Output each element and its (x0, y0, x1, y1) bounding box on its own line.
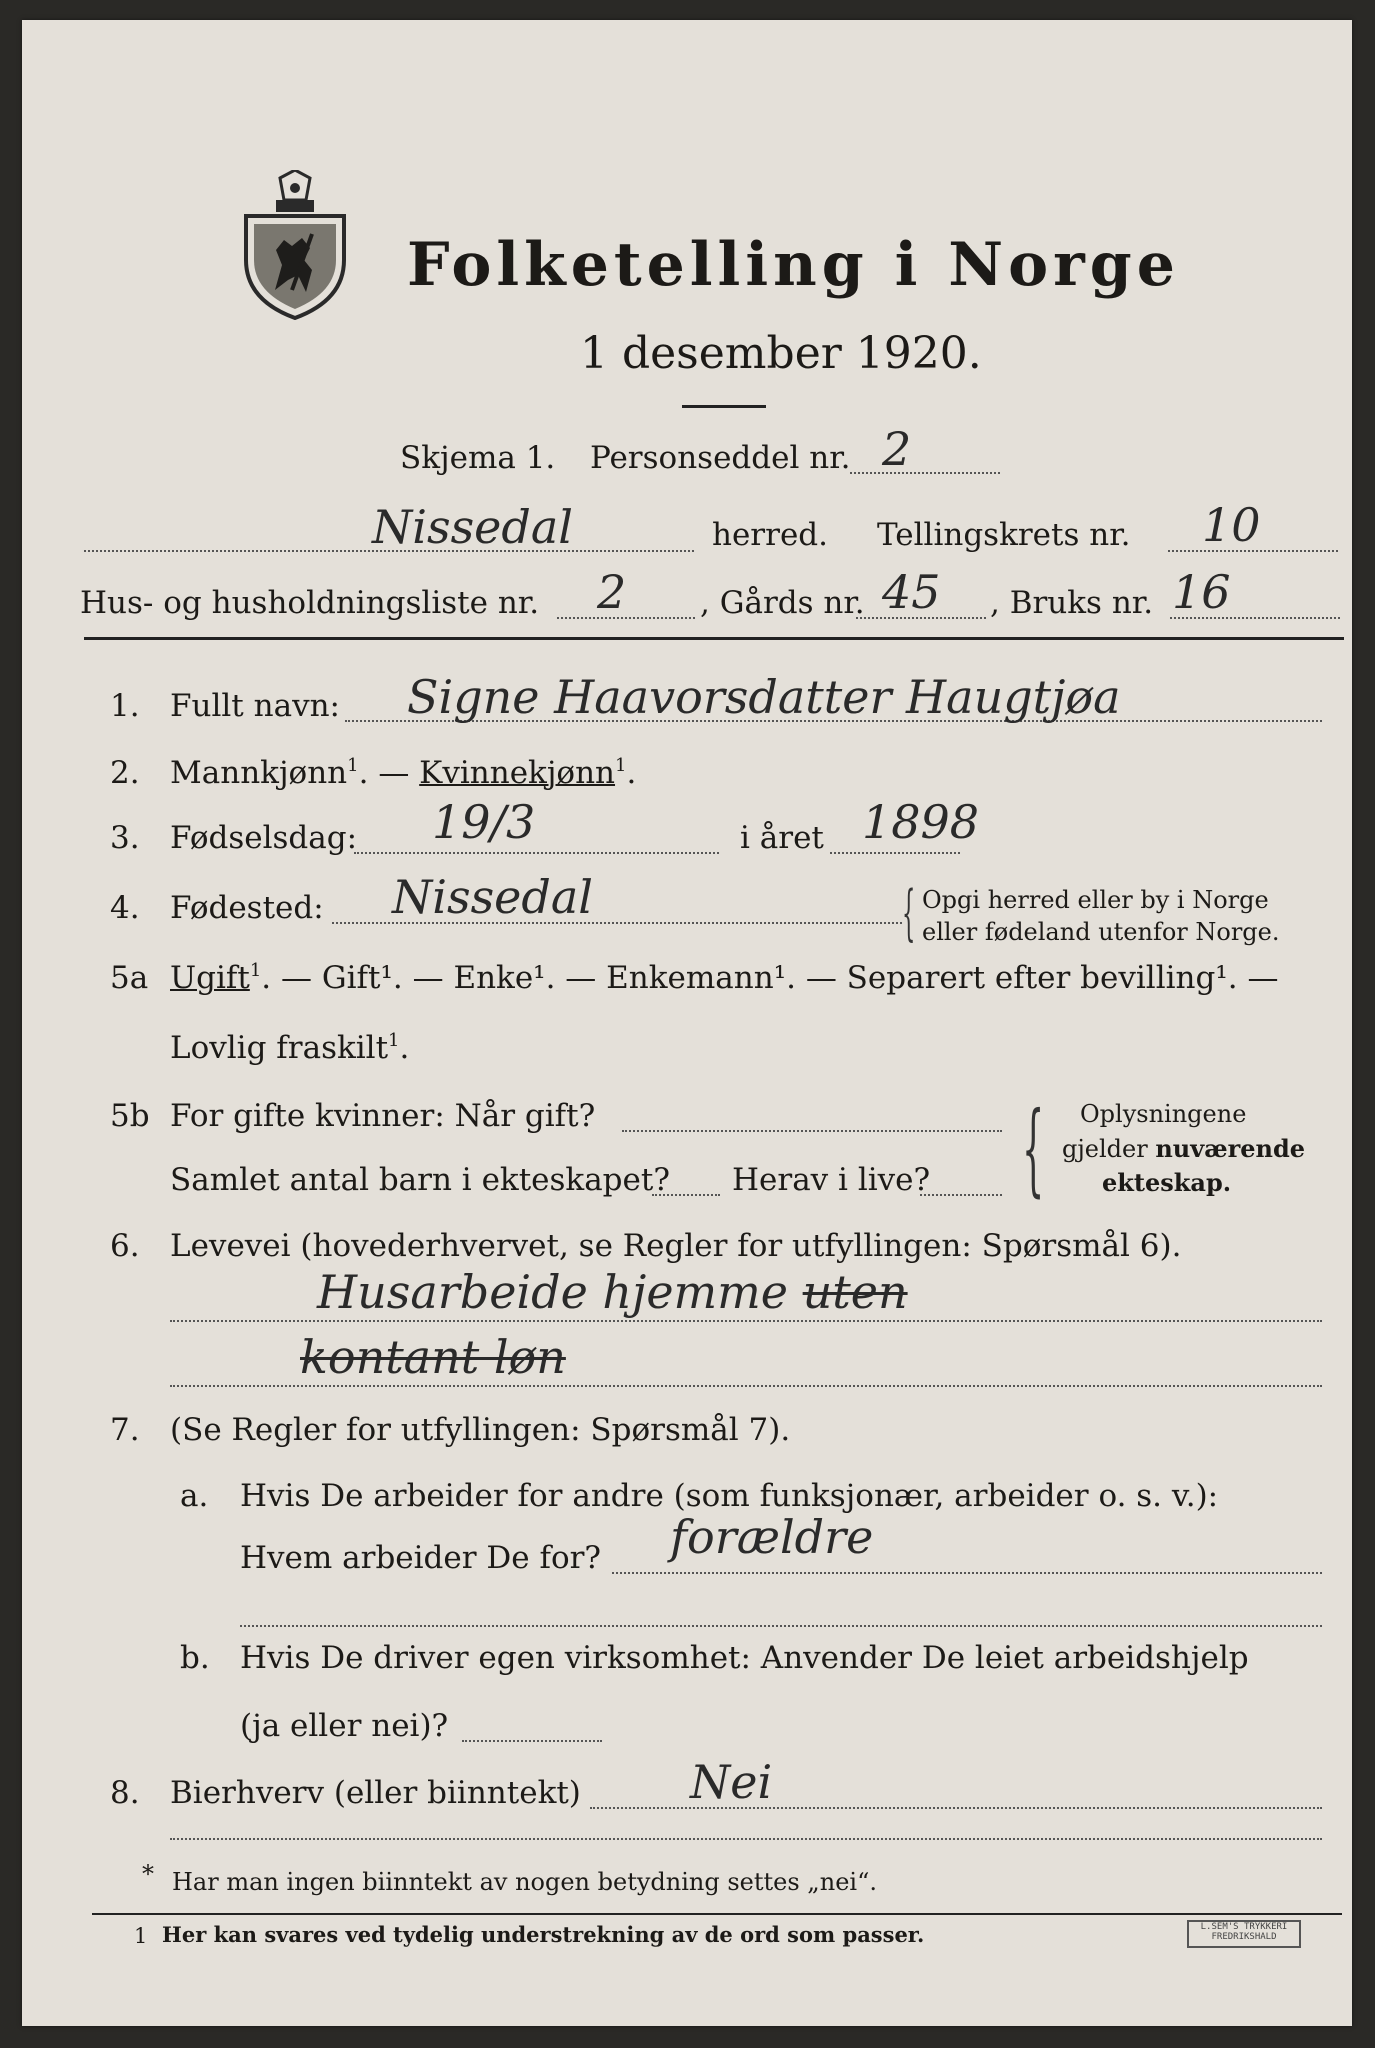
occupation-struck-line: kontant løn (300, 1330, 566, 1384)
footnote-star-mark: * (142, 1860, 154, 1888)
q5b-line2a: Samlet antal barn i ekteskapet? (170, 1162, 670, 1198)
birth-year-value: 1898 (862, 795, 980, 849)
q3-number: 3. (110, 820, 140, 856)
year-label: i året (740, 820, 824, 856)
hus-value: 2 (597, 565, 627, 619)
q6-label: Levevei (hovederhvervet, se Regler for utfyllingen: Spørsmål 6). (170, 1228, 1182, 1264)
q5a-number: 5a (110, 960, 149, 996)
q7b-line2: (ja eller nei)? (240, 1708, 449, 1744)
birthday-value: 19/3 (432, 795, 536, 849)
q7a-line1: Hvis De arbeider for andre (som funksjonær, arbeider o. s. v.): (240, 1478, 1219, 1514)
q5b-note-3: ekteskap. (1102, 1168, 1232, 1197)
q1-label: Fullt navn: (170, 688, 340, 724)
footnote-star: Har man ingen biinntekt av nogen betydning settes „nei“. (172, 1868, 877, 1896)
female-underlined: Kvinnekjønn (419, 755, 616, 791)
hus-label: Hus- og husholdningsliste nr. (80, 585, 540, 621)
q5b-line1: For gifte kvinner: Når gift? (170, 1098, 596, 1134)
q5b-line2b: Herav i live? (732, 1162, 931, 1198)
q5b-note-1: Oplysningene (1080, 1100, 1247, 1128)
herred-label: herred. (712, 517, 828, 553)
q2-sex: Mannkjønn$^1$. — Kvinnekjønn$^1$. (170, 755, 637, 791)
census-date: 1 desember 1920. (580, 328, 982, 379)
tellingskrets-value: 10 (1202, 498, 1261, 552)
side-income-value: Nei (690, 1755, 773, 1809)
q6-number: 6. (110, 1228, 140, 1264)
q7a-line2: Hvem arbeider De for? (240, 1540, 602, 1576)
form-title: Folketelling i Norge (407, 230, 1180, 300)
census-form: Folketelling i Norge 1 desember 1920. Skjema 1. Personseddel nr. 2 Nissedal herred. Tellingskrets nr. 10 Hus- og husholdningsliste nr. 2 , Gårds nr. 45 , Bruks nr. 16 1. Fullt navn: Signe Haavorsdatter Haugtjøa 2. Mannkjønn$^1$. — Kvinnekjønn$^1$. 3. Fødselsdag: 19/3 i året 1898 4. Fødested: Nissedal { Opgi herred eller by i Norge eller fødeland utenfor Norge. 5a Ugift$^1$. — Gift¹. — Enke¹. — Enkemann¹. — Separert efter bevilling¹. — Lovlig fraskilt$^1$. 5b For gifte kvinner: Når gift? Samlet antal barn i ekteskapet? Herav i live? { Oplysningene gjelder nuværende ekteskap. 6. Levevei (hovederhvervet, se Regler for utfyllingen: Spørsmål 6). Husarbeide hjemme uten kontant løn 7. (Se Regler for utfyllingen: Spørsmål 7). a. Hvis De arbeider for andre (som funksjonær, arbeider o. s. v.): Hvem arbeider De for? forældre b. Hvis De driver egen virksomhet: Anvender De leiet arbeidshjelp (ja eller nei)? 8. Bierhverv (eller biinntekt) Nei * Har man ingen biinntekt av nogen betydning settes „nei“. 1 Her kan svares ved tydelig understrekning av de ord som passer. L.SEM'S TRYKKERI FREDRIKSHALD (22, 20, 1352, 2026)
title-divider (682, 405, 766, 408)
header-rule (84, 637, 1344, 640)
footnote-1: Her kan svares ved tydelig understrekning av de ord som passer. (162, 1922, 925, 1947)
gards-label: , Gårds nr. (700, 585, 865, 621)
footnote-1-number: 1 (134, 1924, 148, 1948)
skjema-label: Skjema 1. (400, 440, 556, 476)
q5a-status: Ugift$^1$. — Gift¹. — Enke¹. — Enkemann¹. — Separert efter bevilling¹. — (170, 960, 1279, 996)
q5a-line2: Lovlig fraskilt$^1$. (170, 1030, 410, 1066)
q3-label: Fødselsdag: (170, 820, 358, 856)
gards-value: 45 (882, 565, 941, 619)
employer-value: forældre (670, 1510, 874, 1564)
q2-number: 2. (110, 755, 140, 791)
printer-stamp: L.SEM'S TRYKKERI FREDRIKSHALD (1187, 1920, 1301, 1948)
birthplace-note-1: Opgi herred eller by i Norge (922, 886, 1269, 914)
tellingskrets-label: Tellingskrets nr. (877, 517, 1131, 553)
birthplace-note-2: eller fødeland utenfor Norge. (922, 918, 1280, 946)
personseddel-value: 2 (882, 422, 912, 476)
herred-value: Nissedal (372, 500, 573, 554)
q4-number: 4. (110, 890, 140, 926)
q8-label: Bierhverv (eller biinntekt) (170, 1775, 581, 1811)
q7a-number: a. (180, 1478, 209, 1514)
occupation-value: Husarbeide hjemme uten (317, 1265, 908, 1319)
q7b-line1: Hvis De driver egen virksomhet: Anvender De leiet arbeidshjelp (240, 1640, 1249, 1676)
q7-number: 7. (110, 1412, 140, 1448)
q4-label: Fødested: (170, 890, 324, 926)
personseddel-label: Personseddel nr. (590, 440, 851, 476)
footnote-rule (92, 1913, 1342, 1915)
bruks-label: , Bruks nr. (990, 585, 1154, 621)
full-name-value: Signe Haavorsdatter Haugtjøa (407, 670, 1121, 724)
occupation-struck-word: uten (802, 1265, 908, 1319)
coat-of-arms-icon (240, 170, 350, 320)
q5b-number: 5b (110, 1098, 150, 1134)
q7b-number: b. (180, 1640, 210, 1676)
bruks-value: 16 (1172, 565, 1231, 619)
q1-number: 1. (110, 688, 140, 724)
q5b-note-2: gjelder nuværende (1062, 1134, 1306, 1163)
q8-number: 8. (110, 1775, 140, 1811)
ugift-underlined: Ugift (170, 960, 250, 996)
q7-label: (Se Regler for utfyllingen: Spørsmål 7). (170, 1412, 791, 1448)
birthplace-value: Nissedal (392, 870, 593, 924)
